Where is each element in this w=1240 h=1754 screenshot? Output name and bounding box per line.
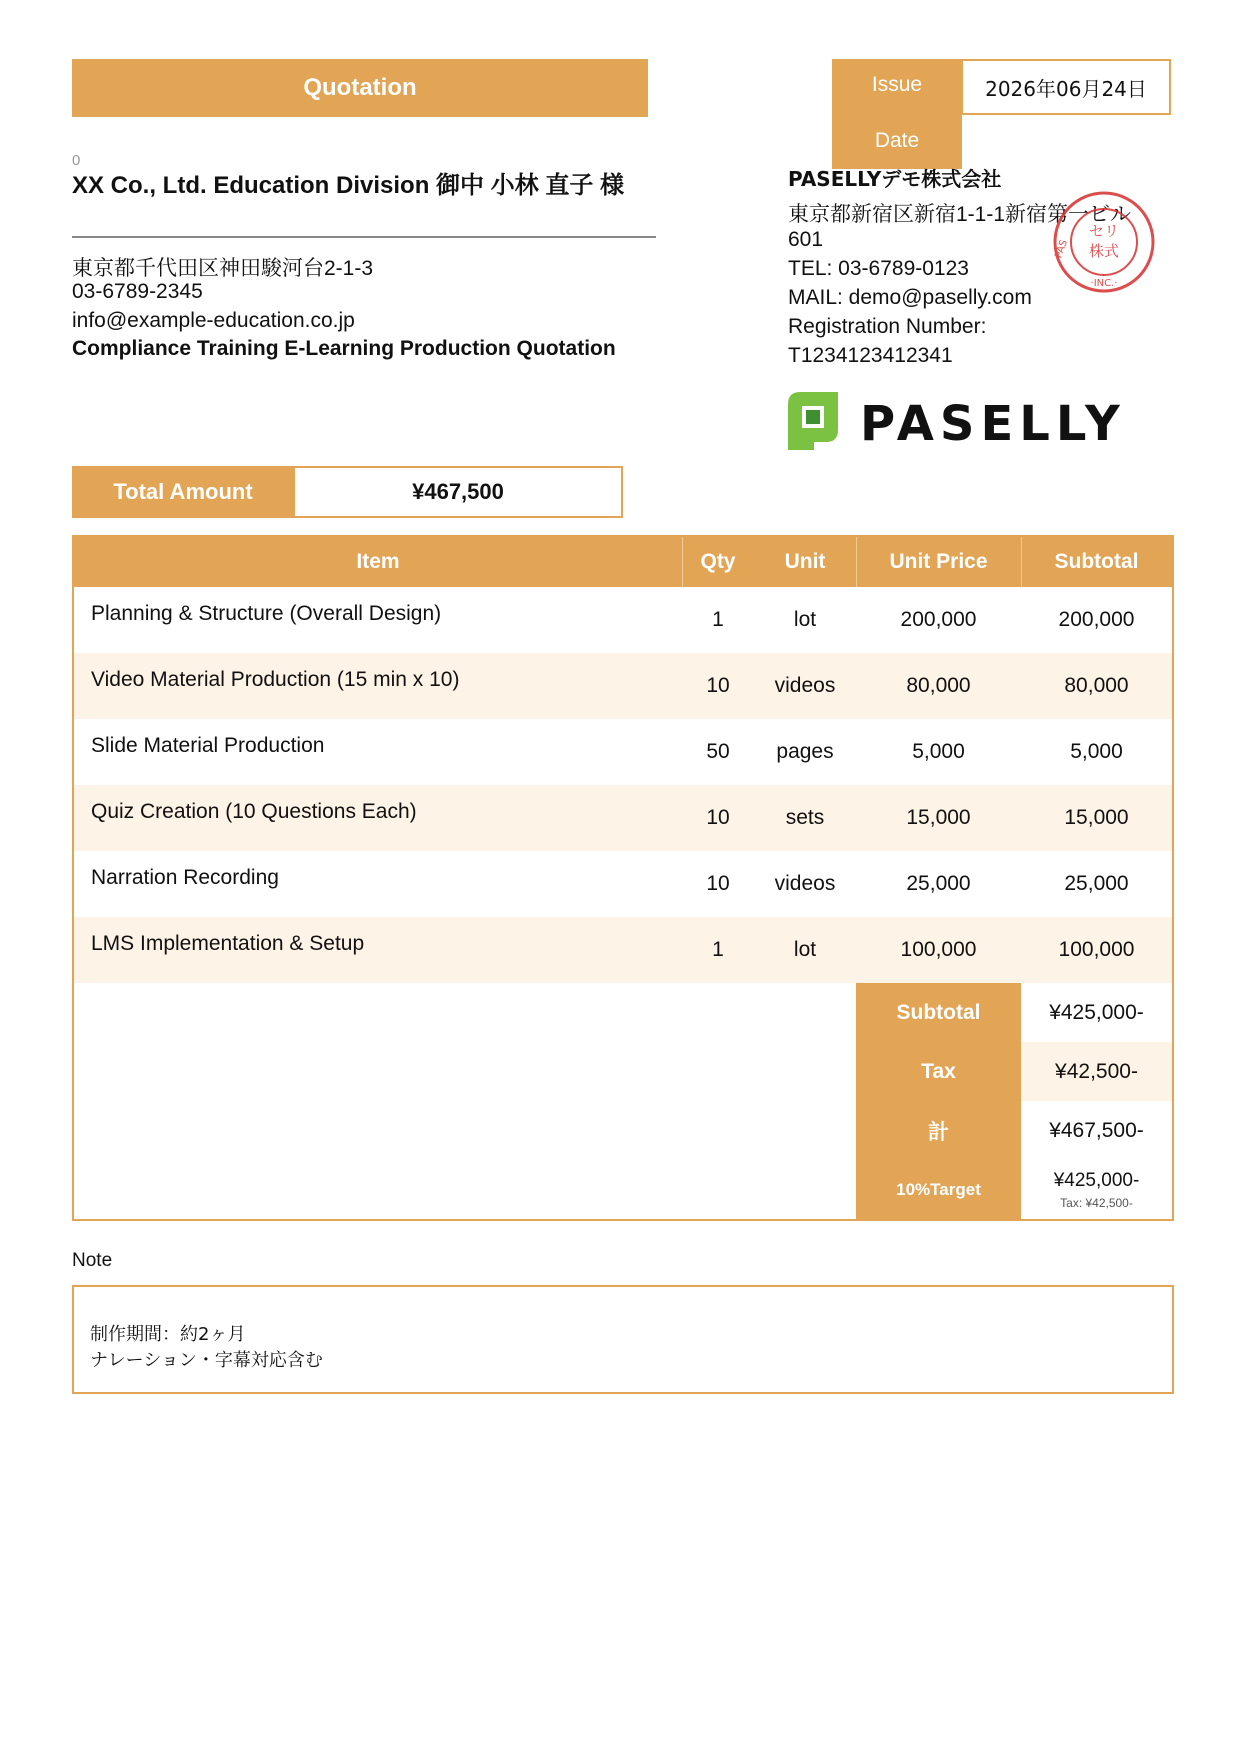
row-unit-price: 200,000 xyxy=(900,608,977,631)
row-item: Quiz Creation (10 Questions Each) xyxy=(91,800,417,823)
row-item: Narration Recording xyxy=(91,866,279,889)
row-subtotal: 80,000 xyxy=(1064,674,1129,697)
summary-target-block xyxy=(1021,1160,1172,1219)
row-subtotal: 100,000 xyxy=(1058,938,1135,961)
row-unit-price: 80,000 xyxy=(906,674,971,697)
header-qty: Qty xyxy=(700,550,736,573)
table-row xyxy=(74,917,1172,983)
summary-total-label: 計 xyxy=(856,1101,1021,1160)
client-name: XX Co., Ltd. Education Division 御中 小林 直子 様 xyxy=(72,172,625,199)
paselly-logo-icon xyxy=(786,390,1126,452)
table-row xyxy=(74,785,1172,851)
client-email: info@example-education.co.jp xyxy=(72,309,355,332)
row-qty: 10 xyxy=(706,674,730,697)
company-seal-icon xyxy=(1052,190,1156,294)
table-row xyxy=(74,587,1172,653)
issuer-registration-number: T1234123412341 xyxy=(788,344,953,367)
row-qty: 50 xyxy=(706,740,730,763)
row-unit-price: 25,000 xyxy=(906,872,971,895)
svg-text:株式: 株式 xyxy=(1088,242,1120,260)
issue-date-value: 2026年06月24日 xyxy=(961,59,1171,115)
issue-date-label-line2: Date xyxy=(874,129,920,152)
client-divider xyxy=(72,236,656,238)
note-box xyxy=(72,1285,1174,1394)
header-item: Item xyxy=(356,550,400,573)
table-row xyxy=(74,851,1172,917)
logo-text: PASELLY xyxy=(860,396,1126,452)
row-item: LMS Implementation & Setup xyxy=(91,932,365,955)
row-qty: 1 xyxy=(712,608,724,631)
svg-text:PAS: PAS xyxy=(1053,238,1070,260)
svg-text:セリ: セリ xyxy=(1088,222,1120,240)
row-subtotal: 200,000 xyxy=(1058,608,1135,631)
header-subtotal: Subtotal xyxy=(1054,550,1139,573)
row-unit: videos xyxy=(774,872,836,895)
header-unit: Unit xyxy=(784,550,826,573)
table-header xyxy=(74,537,1172,587)
row-qty: 1 xyxy=(712,938,724,961)
summary-target-tax: Tax: ¥42,500- xyxy=(1060,1195,1133,1210)
issuer-address-line1: 東京都新宿区新宿1-1-1新宿第一ビル xyxy=(788,203,1132,226)
summary-tax-label: Tax xyxy=(856,1042,1021,1101)
summary-tax-value: ¥42,500- xyxy=(1021,1042,1172,1101)
svg-text:·INC.·: ·INC.· xyxy=(1090,278,1118,289)
note-label: Note xyxy=(72,1250,113,1271)
table-row xyxy=(74,653,1172,719)
row-unit-price: 15,000 xyxy=(906,806,971,829)
row-item: Slide Material Production xyxy=(91,734,325,757)
row-qty: 10 xyxy=(706,872,730,895)
summary-total-value: ¥467,500- xyxy=(1049,1118,1144,1142)
row-unit: lot xyxy=(793,608,817,631)
row-unit: lot xyxy=(793,938,817,961)
issuer-tel: TEL: 03-6789-0123 xyxy=(788,257,969,280)
row-subtotal: 15,000 xyxy=(1064,806,1129,829)
document-title: Quotation xyxy=(72,59,648,117)
row-subtotal: 25,000 xyxy=(1064,872,1129,895)
summary-target-label: 10%Target xyxy=(856,1160,1021,1219)
row-unit: videos xyxy=(774,674,836,697)
note-line: ナレーション・字幕対応含む xyxy=(90,1350,323,1371)
header-unit-price: Unit Price xyxy=(889,550,988,573)
summary-target-value: ¥425,000- xyxy=(1053,1169,1140,1191)
summary-subtotal-label: Subtotal xyxy=(856,983,1021,1042)
issuer-mail: MAIL: demo@paselly.com xyxy=(788,286,1032,309)
note-line: 制作期間：約2ヶ月 xyxy=(90,1324,246,1345)
row-qty: 10 xyxy=(706,806,730,829)
issuer-name: PASELLYデモ株式会社 xyxy=(788,167,1002,191)
total-amount-value: ¥467,500 xyxy=(293,466,623,518)
quotation-subject: Compliance Training E-Learning Production Quotation xyxy=(72,337,616,360)
row-unit-price: 5,000 xyxy=(912,740,965,763)
row-item: Video Material Production (15 min x 10) xyxy=(91,668,460,691)
items-table xyxy=(72,535,1174,1221)
summary-subtotal-value: ¥425,000- xyxy=(1049,1000,1144,1024)
issuer-address-line2: 601 xyxy=(788,228,824,251)
row-unit-price: 100,000 xyxy=(900,938,977,961)
issue-date-label xyxy=(832,59,962,169)
issuer-registration-label: Registration Number: xyxy=(788,315,987,338)
row-unit: sets xyxy=(785,806,825,829)
client-number: 0 xyxy=(72,152,81,169)
table-row xyxy=(74,719,1172,785)
client-phone: 03-6789-2345 xyxy=(72,280,203,303)
row-item: Planning & Structure (Overall Design) xyxy=(91,602,442,625)
client-address: 東京都千代田区神田駿河台2-1-3 xyxy=(72,257,374,280)
total-amount-label: Total Amount xyxy=(72,466,294,518)
row-subtotal: 5,000 xyxy=(1070,740,1123,763)
row-unit: pages xyxy=(776,740,834,763)
issue-date-label-line1: Issue xyxy=(871,73,923,96)
